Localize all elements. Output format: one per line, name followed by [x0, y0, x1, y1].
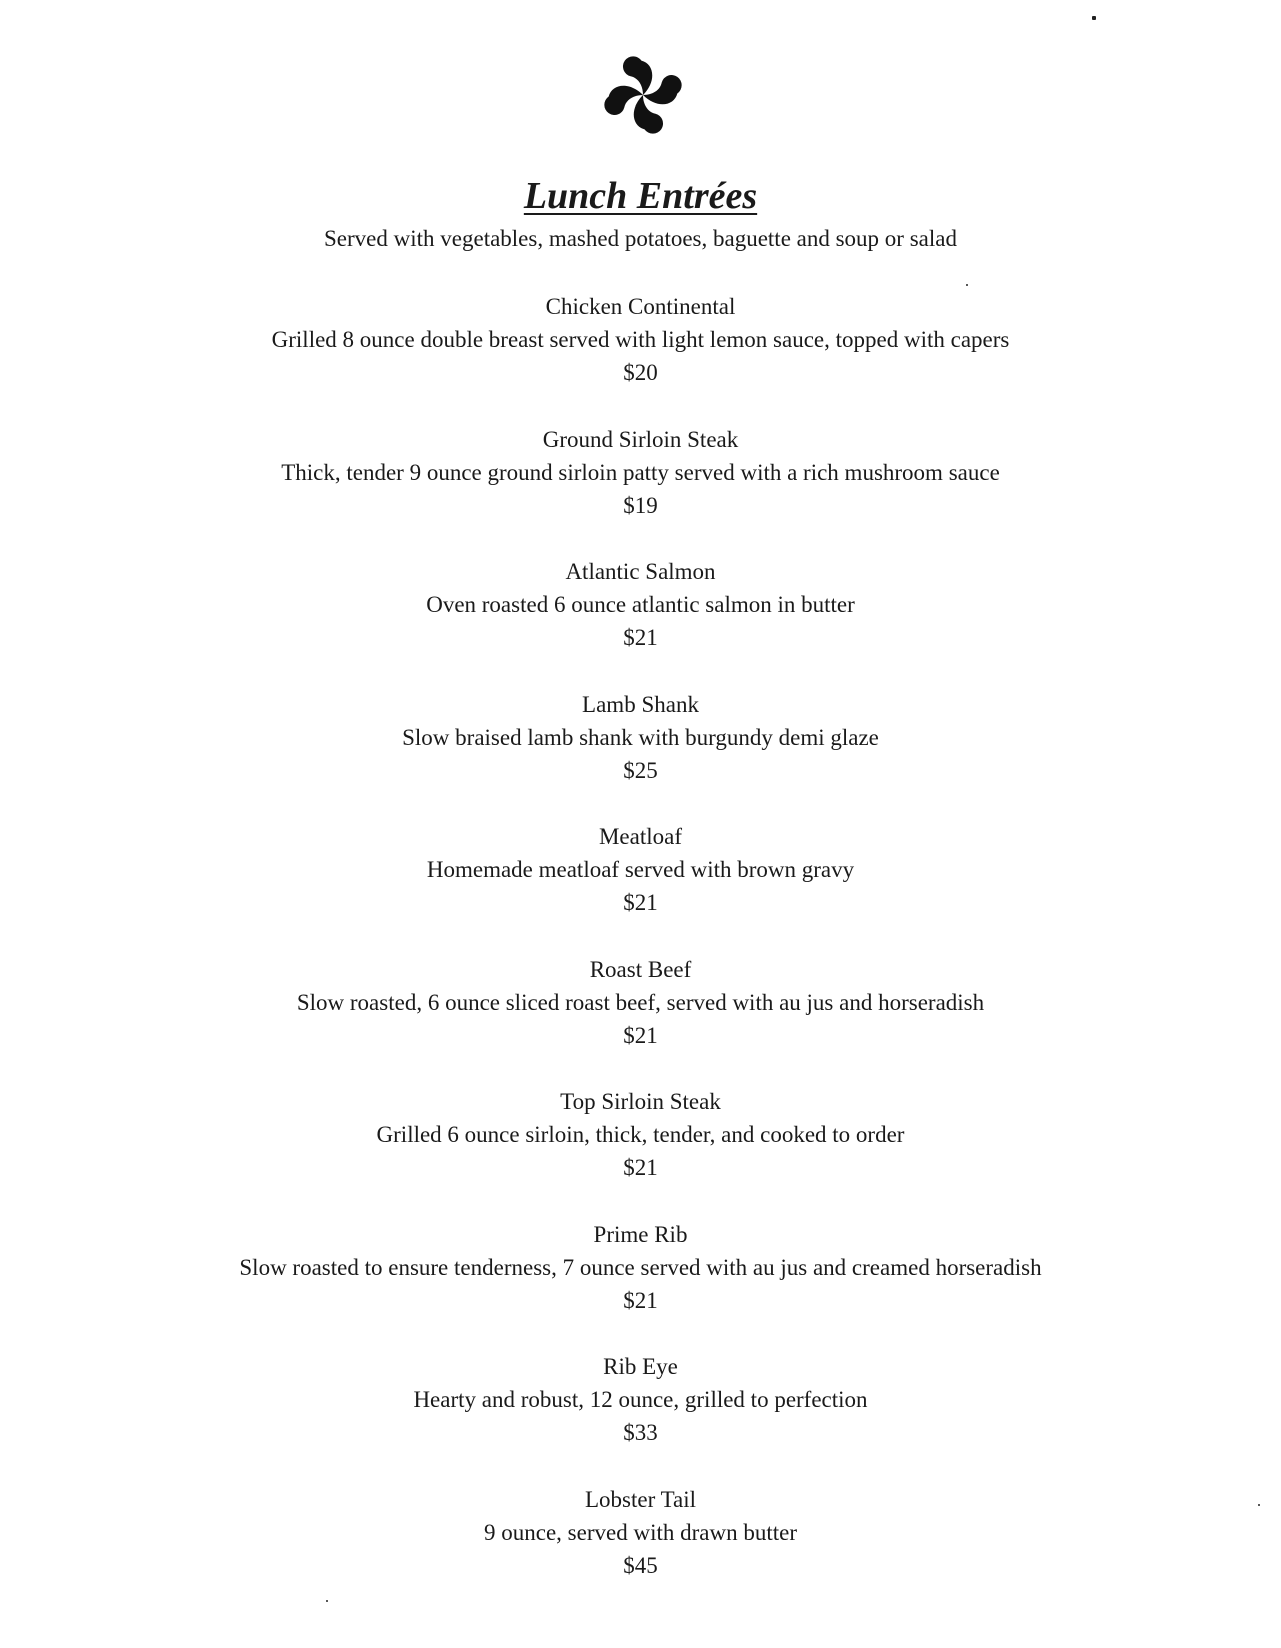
item-description: Thick, tender 9 ounce ground sirloin patty served with a rich mushroom sauce — [281, 459, 1000, 485]
item-description: 9 ounce, served with drawn butter — [484, 1519, 797, 1545]
item-price: $21 — [623, 625, 658, 650]
menu-item — [0, 423, 1281, 556]
item-description: Grilled 6 ounce sirloin, thick, tender, and cooked to order — [376, 1122, 905, 1147]
item-price: $19 — [623, 492, 658, 518]
menu-item — [0, 820, 1281, 953]
item-price: $25 — [623, 757, 658, 783]
menu-item — [0, 290, 1281, 423]
scan-speck — [326, 1600, 328, 1602]
item-price: $33 — [623, 1420, 658, 1445]
item-price: $21 — [623, 1287, 658, 1313]
item-description: Slow roasted to ensure tenderness, 7 ounce served with au jus and creamed horseradish — [239, 1254, 1042, 1280]
item-name: Lobster Tail — [584, 1486, 697, 1512]
menu-item — [0, 555, 1281, 688]
menu-item — [0, 1350, 1281, 1483]
item-name: Chicken Continental — [545, 294, 736, 319]
item-price: $45 — [623, 1552, 658, 1578]
scan-speck — [1092, 16, 1096, 20]
menu-items-list — [0, 290, 1281, 1615]
item-description: Hearty and robust, 12 ounce, grilled to perfection — [413, 1387, 868, 1412]
menu-item — [0, 953, 1281, 1086]
item-description: Slow braised lamb shank with burgundy demi glaze — [402, 724, 879, 750]
item-price: $21 — [623, 890, 658, 915]
scan-speck — [966, 284, 968, 286]
item-name: Prime Rib — [593, 1221, 688, 1247]
menu-item — [0, 1483, 1281, 1616]
item-name: Roast Beef — [589, 956, 692, 982]
item-description: Oven roasted 6 ounce atlantic salmon in butter — [426, 592, 855, 617]
item-name: Meatloaf — [598, 824, 682, 849]
item-name: Top Sirloin Steak — [560, 1089, 721, 1114]
menu-subtitle: Served with vegetables, mashed potatoes, baguette and soup or salad — [324, 226, 957, 251]
item-name: Ground Sirloin Steak — [542, 426, 739, 452]
item-name: Rib Eye — [603, 1354, 678, 1379]
lauburu-icon — [604, 56, 682, 134]
item-description: Homemade meatloaf served with brown gravy — [426, 857, 855, 882]
item-price: $21 — [623, 1022, 658, 1048]
scan-speck — [1258, 1504, 1260, 1506]
menu-title: Lunch Entrées — [523, 175, 758, 217]
item-price: $20 — [623, 360, 658, 385]
item-description: Slow roasted, 6 ounce sliced roast beef, served with au jus and horseradish — [296, 989, 985, 1015]
item-name: Atlantic Salmon — [565, 559, 716, 584]
menu-item — [0, 688, 1281, 821]
menu-item — [0, 1085, 1281, 1218]
item-description: Grilled 8 ounce double breast served with light lemon sauce, topped with capers — [271, 327, 1010, 352]
item-price: $21 — [623, 1155, 658, 1180]
item-name: Lamb Shank — [582, 691, 699, 717]
menu-item — [0, 1218, 1281, 1351]
